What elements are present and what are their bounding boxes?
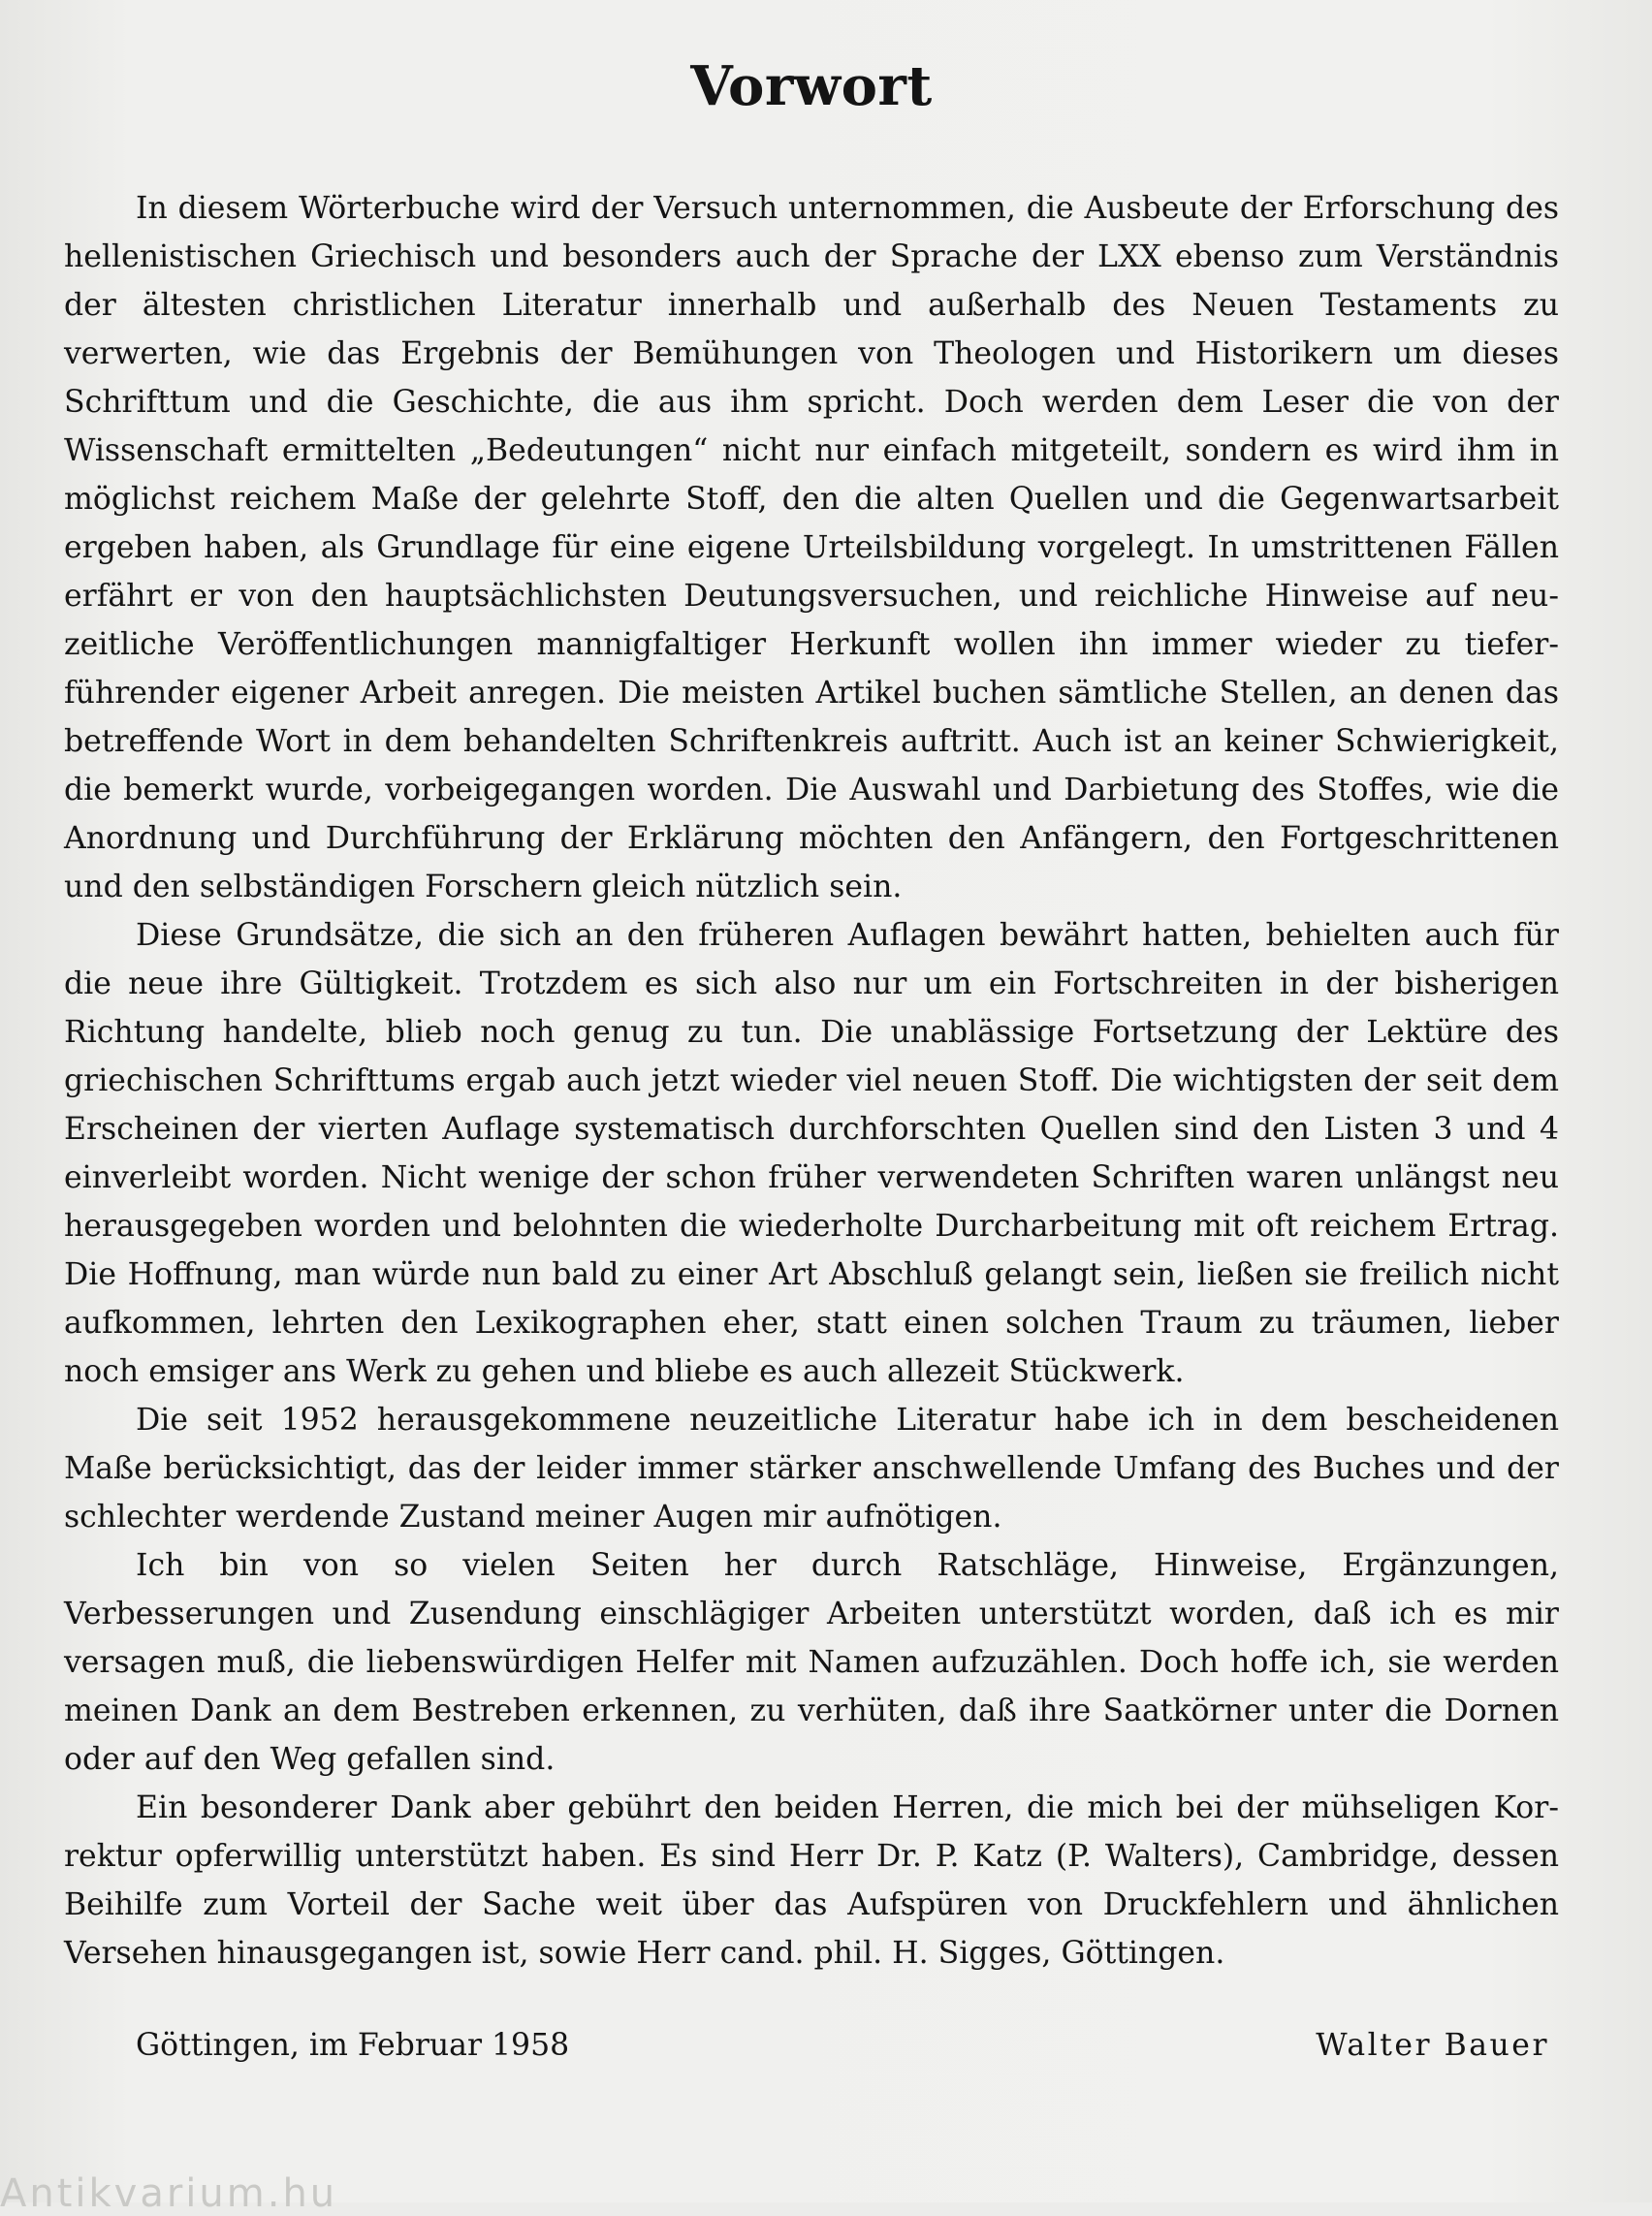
author-name: Walter Bauer <box>1316 2028 1549 2063</box>
paragraph-3: Die seit 1952 herausgekommene neuzeitliche Literatur habe ich in dem bescheidenen Maße berücksichtigt, das der leider immer stärker anschwellende Umfang des Buches und der schlechter werdende Zustand meiner Augen mir aufnötigen. <box>64 1403 1559 1535</box>
preface-body <box>64 184 1559 1978</box>
signature-line <box>64 2028 1559 2063</box>
paragraph-2: Diese Grundsätze, die sich an den früheren Auflagen bewährt hatten, behielten auch für die neue ihre Gültigkeit. Trotzdem es sich also nur um ein Fortschreiten in der bisherigen Richtung handelte, blieb noch genug zu tun. Die unablässige Fortsetzung der Lektüre des griechischen Schrifttums ergab auch jetzt wieder viel neuen Stoff. Die wichtigsten der seit dem Erscheinen der vierten Auflage systematisch durchforschten Quellen sind den Listen 3 und 4 einverleibt worden. Nicht wenige der schon früher verwendeten Schriften waren unlängst neu herausgegeben worden und belohnten die wiederholte Durcharbeitung mit oft reichem Ertrag. Die Hoffnung, man würde nun bald zu einer Art Abschluß gelangt sein, ließen sie freilich nicht aufkommen, lehrten den Lexikographen eher, statt einen solchen Traum zu träumen, lieber noch emsiger ans Werk zu gehen und bliebe es auch allezeit Stückwerk. <box>64 918 1559 1389</box>
place-date: Göttingen, im Februar 1958 <box>136 2028 570 2063</box>
page-title: Vorwort <box>690 54 933 118</box>
paragraph-1: In diesem Wörterbuche wird der Versuch unternommen, die Ausbeute der Erforschung des hellenistischen Griechisch und besonders auch der Sprache der LXX ebenso zum Verständnis der ältesten christlichen Literatur innerhalb und außerhalb des Neuen Testaments zu verwerten, wie das Ergebnis der Bemühungen von Theologen und Historikern um dieses Schrifttum und die Geschichte, die aus ihm spricht. Doch werden dem Leser die von der Wissenschaft ermittelten „Bedeutungen“ nicht nur einfach mitgeteilt, sondern es wird ihm in möglichst reichem Maße der gelehrte Stoff, den die alten Quellen und die Gegenwartsarbeit ergeben haben, als Grundlage für eine eigene Urteilsbildung vorgelegt. In umstrittenen Fällen erfährt er von den hauptsächlichsten Deutungsversuchen, und reichliche Hinweise auf neuzeitliche Veröffentlichungen mannigfaltiger Herkunft wollen ihn immer wieder zu tieferführender eigener Arbeit anregen. Die meisten Artikel buchen sämtliche Stellen, an denen das betreffende Wort in dem behandelten Schriftenkreis auftritt. Auch ist an keiner Schwierigkeit, die bemerkt wurde, vorbeigegangen worden. Die Auswahl und Darbietung des Stoffes, wie die Anordnung und Durchführung der Erklärung möchten den Anfängern, den Fortgeschrittenen und den selbständigen Forschern gleich nützlich sein. <box>64 191 1559 904</box>
paragraph-4: Ich bin von so vielen Seiten her durch Ratschläge, Hinweise, Ergänzungen, Verbesserungen und Zusendung einschlägiger Arbeiten unterstützt worden, daß ich es mir versagen muß, die liebenswürdigen Helfer mit Namen aufzuzählen. Doch hoffe ich, sie werden meinen Dank an dem Bestreben erkennen, zu verhüten, daß ihre Saatkörner unter die Dornen oder auf den Weg gefallen sind. <box>64 1548 1559 1777</box>
watermark: Antikvarium.hu <box>0 2171 338 2216</box>
paragraph-5: Ein besonderer Dank aber gebührt den beiden Herren, die mich bei der mühseligen Korrektur opferwillig unterstützt haben. Es sind Herr Dr. P. Katz (P. Walters), Cambridge, dessen Beihilfe zum Vorteil der Sache weit über das Aufspüren von Druckfehlern und ähnlichen Versehen hinausgegangen ist, sowie Herr cand. phil. H. Sigges, Göttingen. <box>64 1790 1559 1971</box>
